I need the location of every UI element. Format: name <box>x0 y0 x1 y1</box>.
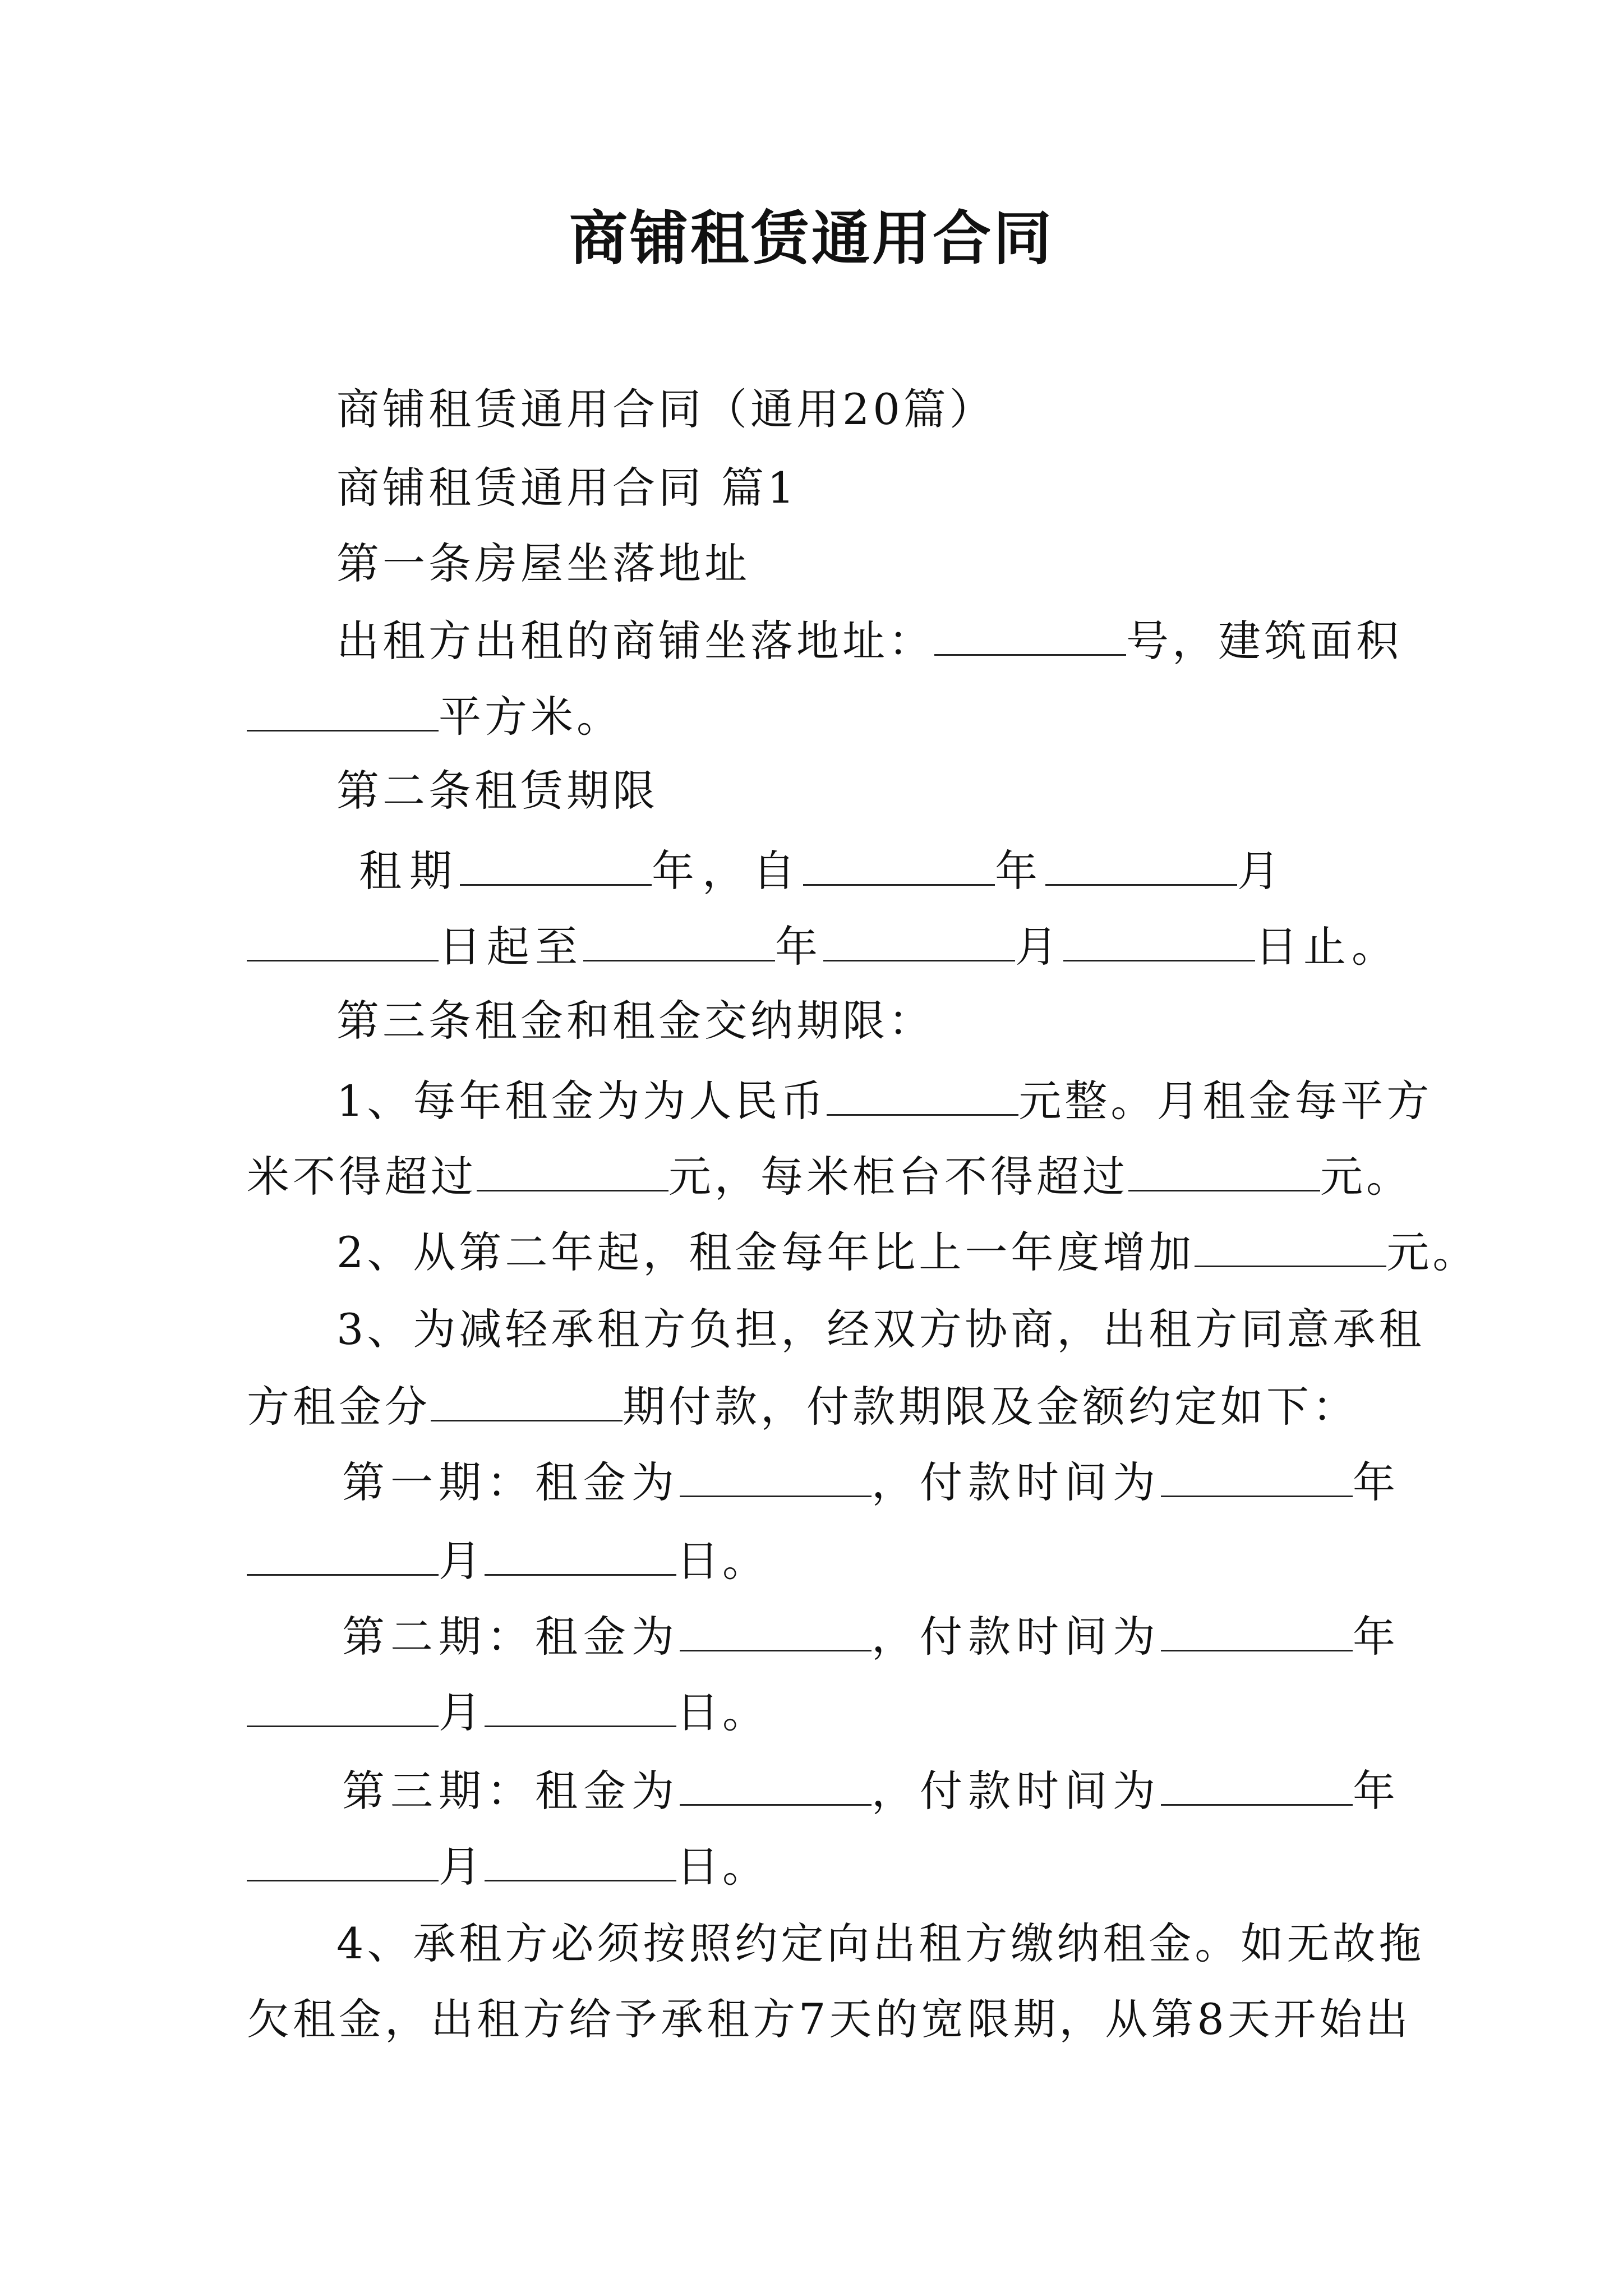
fill-in-blank <box>934 611 1126 656</box>
fill-in-blank <box>680 1453 872 1497</box>
fill-in-blank <box>460 841 652 886</box>
fill-in-blank <box>1195 1223 1386 1267</box>
paragraph-line: 平方米。 <box>0 687 1623 743</box>
fill-in-blank <box>1045 841 1237 886</box>
fill-in-blank <box>1161 1607 1353 1651</box>
fill-in-blank <box>583 917 775 961</box>
paragraph-line: 第三期：租金为 ，付款时间为 年 <box>0 1761 1623 1818</box>
fill-in-blank <box>485 1683 676 1727</box>
fill-in-blank <box>247 1683 439 1727</box>
paragraph-line: 租期 年，自 年 月 <box>0 841 1623 898</box>
paragraph-line: 第二期：租金为 ，付款时间为 年 <box>0 1607 1623 1663</box>
fill-in-blank <box>1161 1761 1353 1806</box>
fill-in-blank <box>827 1071 1018 1116</box>
fill-in-blank <box>1063 917 1255 961</box>
paragraph-line: 欠租金，出租方给予承租方7天的宽限期，从第8天开始出 <box>247 1994 1412 2044</box>
paragraph-line: 第一期：租金为 ，付款时间为 年 <box>0 1453 1623 1509</box>
document-title: 商铺租赁通用合同 <box>569 204 1054 273</box>
fill-in-blank <box>1128 1147 1320 1191</box>
paragraph-line: 3、为减轻承租方负担，经双方协商，出租方同意承租 <box>336 1304 1425 1354</box>
fill-in-blank <box>680 1761 872 1806</box>
fill-in-blank <box>247 917 439 961</box>
fill-in-blank <box>247 687 439 731</box>
fill-in-blank <box>823 917 1015 961</box>
paragraph-line: 第三条租金和租金交纳期限： <box>336 996 934 1046</box>
paragraph-line: 日起至 年 月 日止。 <box>0 917 1623 973</box>
paragraph-line: 月 日。 <box>0 1531 1623 1588</box>
paragraph-line: 4、承租方必须按照约定向出租方缴纳租金。如无故拖 <box>336 1918 1425 1968</box>
fill-in-blank <box>477 1147 668 1191</box>
paragraph-line: 2、从第二年起，租金每年比上一年度增加 元。 <box>0 1223 1623 1279</box>
paragraph-line: 月 日。 <box>0 1683 1623 1739</box>
paragraph-line: 第一条房屋坐落地址 <box>336 539 750 588</box>
paragraph-line: 米不得超过 元，每米柜台不得超过 元。 <box>0 1147 1623 1203</box>
fill-in-blank <box>431 1377 623 1421</box>
paragraph-line: 月 日。 <box>0 1837 1623 1893</box>
fill-in-blank <box>803 841 995 886</box>
paragraph-line: 1、每年租金为为人民币 元整。月租金每平方 <box>0 1071 1623 1128</box>
fill-in-blank <box>680 1607 872 1651</box>
fill-in-blank <box>485 1531 676 1576</box>
fill-in-blank <box>247 1531 439 1576</box>
paragraph-line: 商铺租赁通用合同 篇1 <box>336 463 798 513</box>
fill-in-blank <box>485 1837 676 1881</box>
paragraph-line: 出租方出租的商铺坐落地址： 号，建筑面积 <box>0 611 1623 668</box>
fill-in-blank <box>1161 1453 1353 1497</box>
fill-in-blank <box>247 1837 439 1881</box>
paragraph-line: 方租金分 期付款，付款期限及金额约定如下： <box>0 1377 1623 1433</box>
paragraph-line: 第二条租赁期限 <box>336 766 658 816</box>
paragraph-line: 商铺租赁通用合同（通用20篇） <box>336 384 995 434</box>
